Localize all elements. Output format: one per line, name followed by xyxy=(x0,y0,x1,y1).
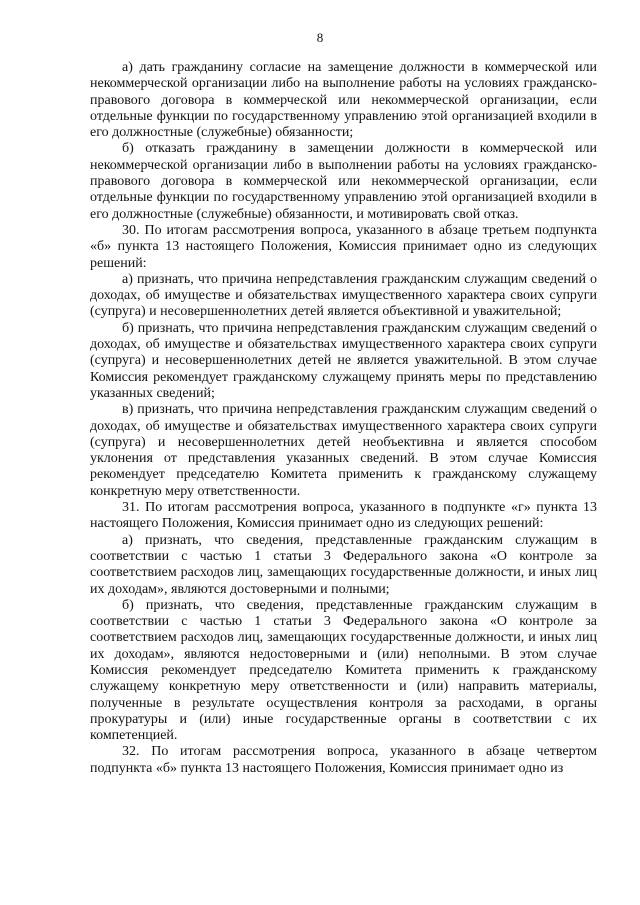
paragraph-31-item-b: б) признать, что сведения, представленные гражданским служащим в соответствии с частью 1 статьи 3 Федерального закона «О контроле за соответствием расходов лиц, замещающих государственные должности, и иных лиц их доходам», являются недостоверными и (или) неполными. В этом случае Комиссия рекомендует председателю Комитета применить к гражданскому служащему конкретную меру ответственности и (или) направить материалы, полученные в результате осуществления контроля за расходами, в органы прокуратуры и (или) иные государственные органы в соответствии с их компетенцией. xyxy=(90,597,597,744)
paragraph-30: 30. По итогам рассмотрения вопроса, указанного в абзаце третьем подпункта «б» пункта 13 настоящего Положения, Комиссия принимает одно из следующих решений: xyxy=(90,222,597,271)
paragraph-30-option-a: а) дать гражданину согласие на замещение должности в коммерческой или некоммерческой организации либо на выполнение работы на условиях гражданско-правового договора в коммерческой или некоммерческой организации, если отдельные функции по государственному управлению этой организацией входили в его должностные (служебные) обязанности; xyxy=(90,60,597,141)
document-body xyxy=(90,60,597,777)
paragraph-30-item-a: а) признать, что причина непредставления гражданским служащим сведений о доходах, об имуществе и обязательствах имущественного характера своих супруги (супруга) и несовершеннолетних детей является объективной и уважительной; xyxy=(90,271,597,320)
paragraph-31: 31. По итогам рассмотрения вопроса, указанного в подпункте «г» пункта 13 настоящего Положения, Комиссия принимает одно из следующих решений: xyxy=(90,500,597,532)
paragraph-30-item-b: б) признать, что причина непредставления гражданским служащим сведений о доходах, об имуществе и обязательствах имущественного характера своих супруги (супруга) и несовершеннолетних детей не является уважительной. В этом случае Комиссия рекомендует гражданскому служащему принять меры по представлению указанных сведений; xyxy=(90,320,597,401)
paragraph-30-option-b: б) отказать гражданину в замещении должности в коммерческой или некоммерческой организации либо в выполнении работы на условиях гражданско-правового договора в коммерческой или некоммерческой организации, если отдельные функции по государственному управлению этой организацией входили в его должностные (служебные) обязанности, и мотивировать свой отказ. xyxy=(90,141,597,222)
paragraph-30-item-c: в) признать, что причина непредставления гражданским служащим сведений о доходах, об имуществе и обязательствах имущественного характера своих супруги (супруга) и несовершеннолетних детей необъективна и является способом уклонения от представления указанных сведений. В этом случае Комиссия рекомендует председателю Комитета применить к гражданскому служащему конкретную меру ответственности. xyxy=(90,402,597,499)
paragraph-32: 32. По итогам рассмотрения вопроса, указанного в абзаце четвертом подпункта «б» пункта 13 настоящего Положения, Комиссия принимает одно из xyxy=(90,744,597,776)
paragraph-31-item-a: а) признать, что сведения, представленные гражданским служащим в соответствии с частью 1 статьи 3 Федерального закона «О контроле за соответствием расходов лиц, замещающих государственные должности, и иных лиц их доходам», являются достоверными и полными; xyxy=(90,532,597,597)
page-number: 8 xyxy=(316,30,324,45)
